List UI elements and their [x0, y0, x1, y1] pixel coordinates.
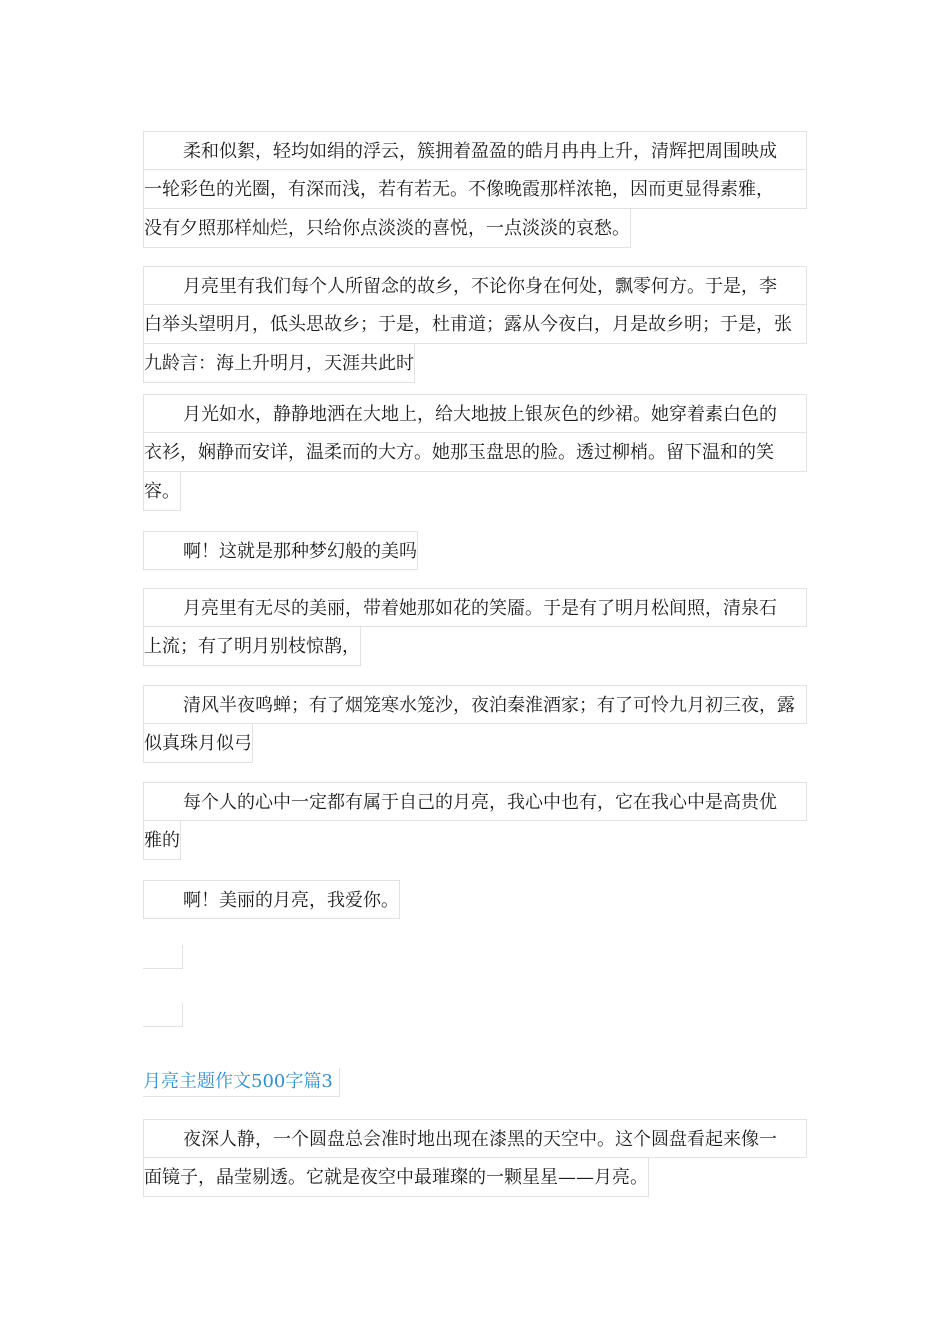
paragraph-line: 月亮里有无尽的美丽，带着她那如花的笑靥。于是有了明月松间照，清泉石: [143, 588, 807, 627]
paragraph-4: [143, 531, 807, 574]
paragraph-line: 面镜子，晶莹剔透。它就是夜空中最璀璨的一颗星星——月亮。: [143, 1158, 649, 1197]
paragraph-2: [143, 266, 807, 387]
paragraph-line: 白举头望明月，低头思故乡；于是，杜甫道；露从今夜白，月是故乡明；于是，张: [143, 305, 807, 344]
paragraph-line: 衣衫，娴静而安详，温柔而的大方。她那玉盘思的脸。透过柳梢。留下温和的笑: [143, 433, 807, 472]
paragraph-line: 雅的: [143, 821, 181, 860]
paragraph-line: 容。: [143, 472, 181, 511]
paragraph-line: 似真珠月似弓: [143, 724, 253, 763]
empty-line: [143, 945, 183, 969]
paragraph-line: 上流；有了明月别枝惊鹊，: [143, 627, 361, 666]
paragraph-line: 每个人的心中一定都有属于自己的月亮，我心中也有，它在我心中是高贵优: [143, 782, 807, 821]
paragraph-6: [143, 685, 807, 767]
empty-line: [143, 1003, 183, 1027]
paragraph-line: 没有夕照那样灿烂，只给你点淡淡的喜悦，一点淡淡的哀愁。: [143, 209, 631, 248]
paragraph-5: [143, 588, 807, 670]
paragraph-3: [143, 394, 807, 515]
paragraph-1: [143, 131, 807, 252]
paragraph-9: [143, 1119, 807, 1201]
paragraph-line: 清风半夜鸣蝉；有了烟笼寒水笼沙，夜泊秦淮酒家；有了可怜九月初三夜，露: [143, 685, 807, 724]
paragraph-line: 啊！美丽的月亮，我爱你。: [143, 880, 400, 919]
paragraph-7: [143, 782, 807, 864]
paragraph-line: 一轮彩色的光圈，有深而浅，若有若无。不像晚霞那样浓艳，因而更显得素雅，: [143, 170, 807, 209]
paragraph-line: 啊！这就是那种梦幻般的美吗: [143, 531, 418, 570]
paragraph-line: 月亮里有我们每个人所留念的故乡，不论你身在何处，飘零何方。于是，李: [143, 266, 807, 305]
section-heading: 月亮主题作文500字篇3: [143, 1068, 340, 1097]
paragraph-line: 夜深人静，一个圆盘总会准时地出现在漆黑的天空中。这个圆盘看起来像一: [143, 1119, 807, 1158]
paragraph-line: 柔和似絮，轻均如绢的浮云，簇拥着盈盈的皓月冉冉上升，清辉把周围映成: [143, 131, 807, 170]
paragraph-line: 九龄言：海上升明月，天涯共此时: [143, 344, 415, 383]
paragraph-8: [143, 880, 807, 923]
paragraph-line: 月光如水，静静地洒在大地上，给大地披上银灰色的纱裙。她穿着素白色的: [143, 394, 807, 433]
